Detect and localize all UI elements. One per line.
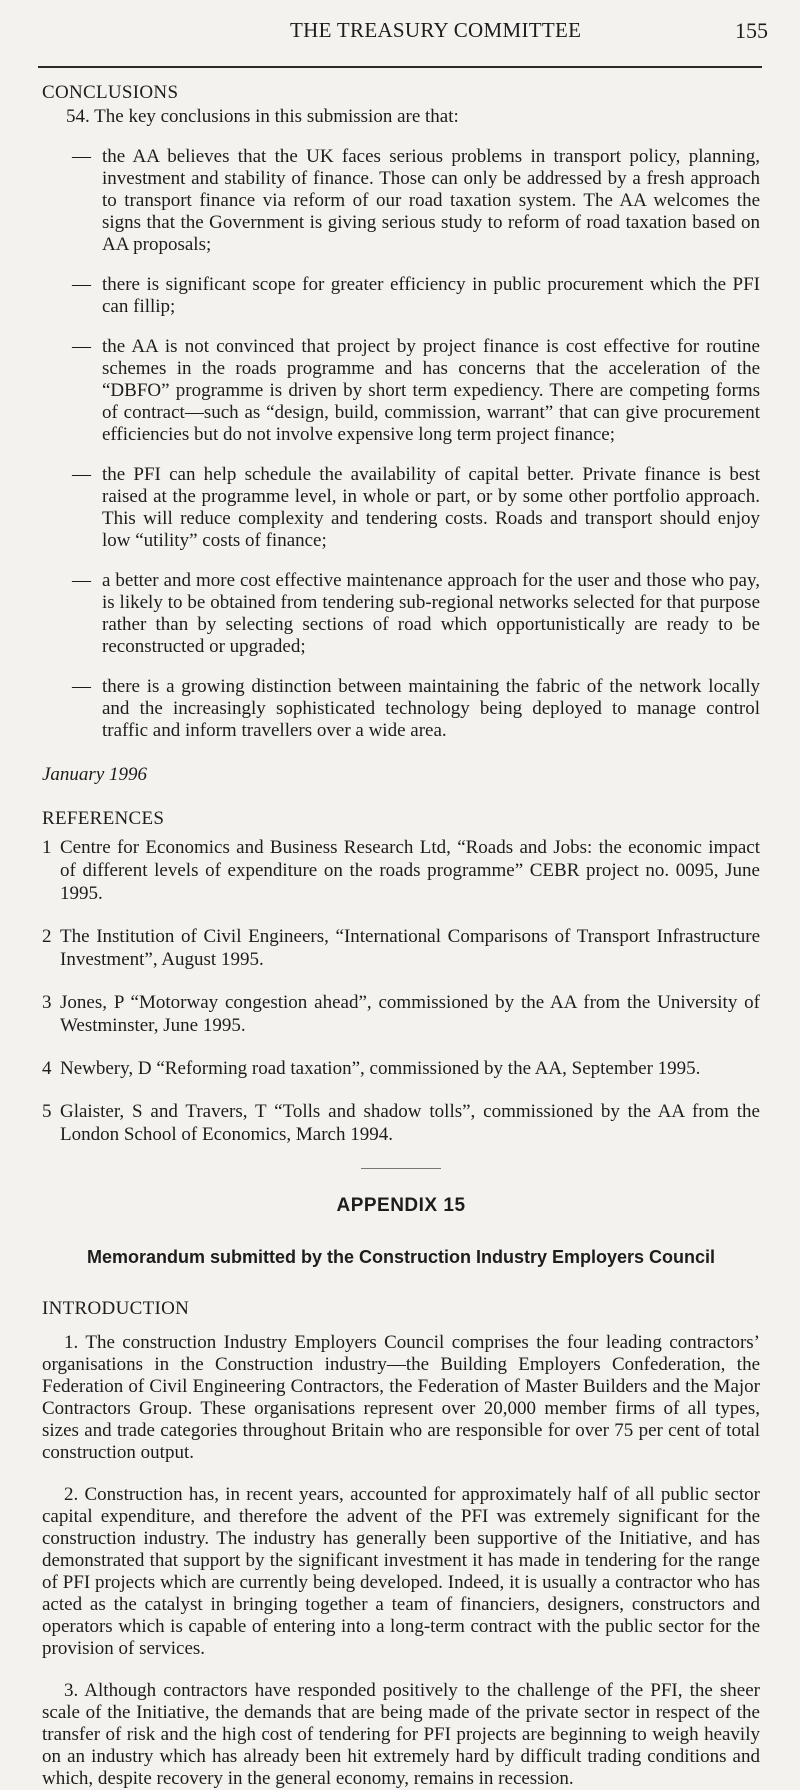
dash-marker: — [72, 336, 91, 357]
reference-item [42, 1100, 760, 1146]
reference-text: Jones, P “Motorway congestion ahead”, commissioned by the AA from the University of Westminster, June 1995. [60, 992, 760, 1036]
page-body [42, 82, 760, 1790]
reference-item [42, 925, 760, 971]
conclusion-item [72, 146, 760, 256]
conclusion-item [72, 464, 760, 552]
dash-marker: — [72, 274, 91, 295]
header-rule [38, 66, 762, 68]
reference-text: Glaister, S and Travers, T “Tolls and shadow tolls”, commissioned by the AA from the London School of Economics, March 1994. [60, 1101, 760, 1145]
running-title: THE TREASURY COMMITTEE [290, 18, 582, 42]
submission-date: January 1996 [42, 764, 148, 785]
reference-number: 4 [42, 1058, 52, 1079]
section-divider [361, 1168, 441, 1169]
reference-item [42, 1057, 760, 1080]
dash-marker: — [72, 146, 91, 167]
reference-text: Newbery, D “Reforming road taxation”, commissioned by the AA, September 1995. [60, 1058, 701, 1079]
reference-number: 2 [42, 926, 52, 947]
memorandum-title: Memorandum submitted by the Construction Industry Employers Council [86, 1247, 716, 1267]
conclusions-intro: 54. The key conclusions in this submission are that: [66, 106, 459, 127]
reference-number: 1 [42, 837, 52, 858]
page-number: 155 [735, 18, 768, 43]
conclusion-text: the AA believes that the UK faces serious problems in transport policy, planning, investment and stability of finance. Those can only be addressed by a fresh approach to transport finance via reform of our road taxation system. The AA welcomes the signs that the Government is giving serious study to reform of road taxation based on AA proposals; [102, 146, 760, 255]
conclusions-heading: CONCLUSIONS [42, 82, 179, 103]
conclusion-item [72, 570, 760, 658]
reference-item [42, 836, 760, 905]
appendix-title: APPENDIX 15 [336, 1195, 466, 1216]
conclusion-text: there is a growing distinction between maintaining the fabric of the network locally and the increasingly sophisticated technology being deployed to manage control traffic and inform travellers over a wide area. [102, 676, 760, 741]
dash-marker: — [72, 464, 91, 485]
numbered-paragraph: 3. Although contractors have responded positively to the challenge of the PFI, the sheer scale of the Initiative, the demands that are being made of the private sector in respect of the transfer of risk and the high cost of tendering for PFI projects are beginning to weigh heavily on an industry which has already been hit extremely hard by difficult trading conditions and which, despite recovery in the general economy, remains in recession. [42, 1680, 760, 1789]
reference-number: 3 [42, 992, 52, 1013]
introduction-heading: INTRODUCTION [42, 1298, 190, 1319]
conclusion-text: there is significant scope for greater efficiency in public procurement which the PFI can fillip; [102, 274, 760, 317]
references-list [42, 836, 760, 1146]
references-heading: REFERENCES [42, 808, 165, 829]
reference-item [42, 991, 760, 1037]
page-header [0, 18, 800, 48]
reference-number: 5 [42, 1101, 52, 1122]
numbered-paragraph: 1. The construction Industry Employers Council comprises the four leading contractors’ organisations in the Construction industry—the Building Employers Confederation, the Federation of Civil Engineering Contractors, the Federation of Master Builders and the Major Contractors Group. These organisations represent over 20,000 member firms of all types, sizes and trade categories throughout Britain who are responsible for over 75 per cent of total construction output. [42, 1332, 760, 1463]
dash-marker: — [72, 676, 91, 697]
conclusion-text: the PFI can help schedule the availability of capital better. Private finance is best raised at the programme level, in whole or part, or by some other portfolio approach. This will reduce complexity and tendering costs. Roads and transport should enjoy low “utility” costs of finance; [102, 464, 760, 551]
conclusion-text: a better and more cost effective maintenance approach for the user and those who pay, is likely to be obtained from tendering sub-regional networks selected for that purpose rather than by selecting sections of road which opportunistically are ready to be reconstructed or upgraded; [102, 570, 760, 657]
conclusion-item [72, 336, 760, 446]
numbered-paragraph: 2. Construction has, in recent years, accounted for approximately half of all public sector capital expenditure, and therefore the advent of the PFI was extremely significant for the construction industry. The industry has generally been supportive of the Initiative, and has demonstrated that support by the significant investment it has made in tendering for the range of PFI projects which are currently being developed. Indeed, it is usually a contractor who has acted as the catalyst in bringing together a team of financiers, designers, constructors and operators which is capable of entering into a long-term contract with the public sector for the provision of services. [42, 1484, 760, 1659]
dash-marker: — [72, 570, 91, 591]
conclusion-item [72, 274, 760, 318]
conclusion-item [72, 676, 760, 742]
reference-text: Centre for Economics and Business Research Ltd, “Roads and Jobs: the economic impact of different levels of expenditure on the roads programme” CEBR project no. 0095, June 1995. [60, 837, 760, 904]
conclusion-text: the AA is not convinced that project by project finance is cost effective for routine schemes in the roads programme and has concerns that the acceleration of the “DBFO” programme is driven by short term expediency. There are competing forms of contract—such as “design, build, commission, warrant” that can give procurement efficiencies but do not involve expensive long term project finance; [102, 336, 760, 445]
reference-text: The Institution of Civil Engineers, “International Comparisons of Transport Infrastructure Investment”, August 1995. [60, 926, 760, 970]
